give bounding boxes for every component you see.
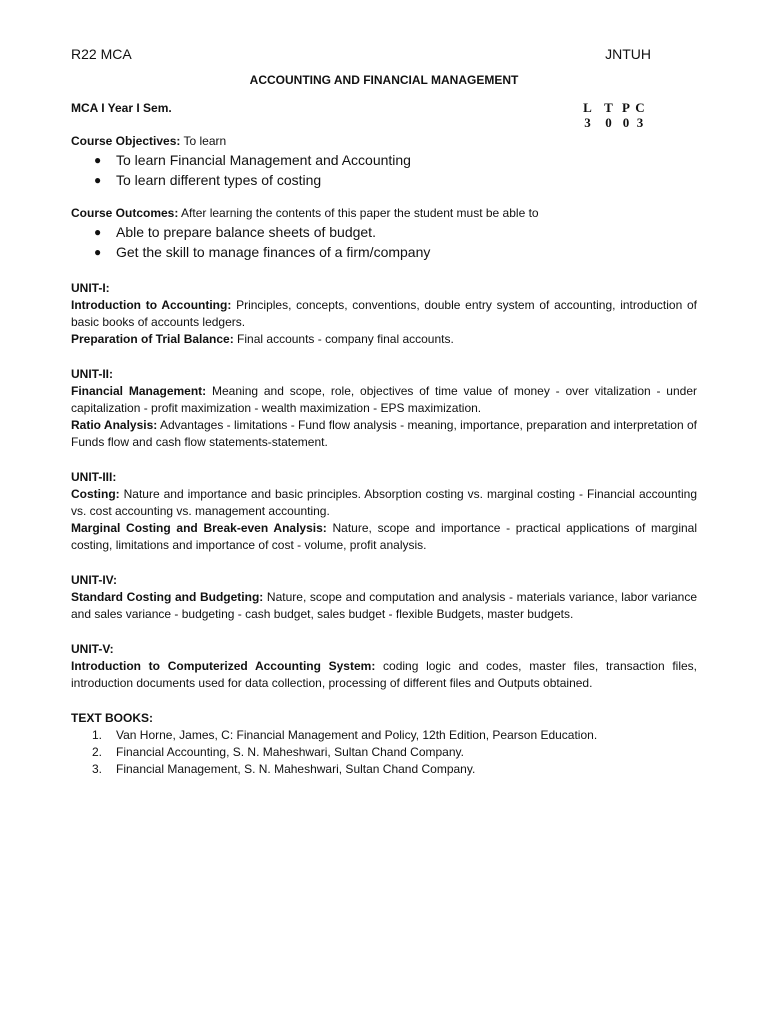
objectives-label: Course Objectives:: [71, 134, 181, 148]
list-item: [92, 727, 697, 744]
page-header: [71, 44, 651, 64]
ltpc-value-t: 0: [605, 115, 612, 130]
regulation-label: R22 MCA: [71, 46, 132, 62]
unit-5: [71, 641, 697, 692]
semester-label: MCA I Year I Sem.: [71, 101, 172, 115]
unit-1: [71, 280, 697, 348]
topic-text: Nature, scope and computation and analysis - materials variance, labor variance and sales variance - budgeting - cash budget, sales budget - flexible Budgets, master budgets.: [71, 590, 697, 621]
unit-paragraph: [71, 331, 697, 348]
ltpc-value-c: 3: [636, 115, 644, 130]
unit-paragraph: [71, 297, 697, 331]
text-books: [71, 710, 697, 778]
unit-paragraph: [71, 658, 697, 692]
topic-label: Introduction to Accounting:: [71, 298, 232, 312]
course-objectives: [71, 133, 697, 190]
ltpc-labels: [577, 100, 647, 115]
objectives-text: To learn: [180, 134, 227, 148]
topic-text: Meaning and scope, role, objectives of time value of money - over vitalization - under capitalization - profit maximization - wealth maximization - EPS maximization.: [71, 384, 697, 415]
textbooks-heading: TEXT BOOKS:: [71, 711, 154, 725]
topic-text: Final accounts - company final accounts.: [233, 332, 454, 346]
topic-label: Costing:: [71, 487, 120, 501]
objective-text: To learn different types of costing: [116, 172, 322, 188]
topic-label: Preparation of Trial Balance:: [71, 332, 234, 346]
outcome-text: Get the skill to manage finances of a firm/company: [116, 244, 431, 260]
topic-label: Ratio Analysis:: [71, 418, 158, 432]
ltpc-value-p: 0: [622, 115, 630, 130]
topic-text: coding logic and codes, master files, transaction files, introduction documents used for data collection, processing of different files and Outputs obtained.: [71, 659, 698, 690]
topic-label: Introduction to Computerized Accounting System:: [71, 659, 376, 673]
course-outcomes: [71, 205, 697, 262]
bullet-icon: ●: [94, 153, 102, 167]
unit-paragraph: [71, 520, 697, 554]
university-label: JNTUH: [605, 46, 651, 62]
book-text: Van Horne, James, C: Financial Management and Policy, 12th Edition, Pearson Education.: [116, 728, 598, 742]
objectives-intro: [71, 133, 697, 150]
ltpc-values: [577, 115, 647, 130]
semester-row: [71, 100, 697, 130]
bullet-icon: ●: [94, 173, 102, 187]
list-item: [92, 744, 697, 761]
unit-heading: UNIT-V:: [71, 642, 114, 656]
unit-heading: UNIT-IV:: [71, 573, 118, 587]
list-number: 3.: [92, 762, 103, 776]
outcomes-label: Course Outcomes:: [71, 206, 179, 220]
ltpc-table: [577, 100, 647, 130]
list-item: [92, 761, 697, 778]
unit-paragraph: [71, 383, 697, 417]
ltpc-value-l: 3: [584, 115, 591, 130]
list-number: 2.: [92, 745, 103, 759]
topic-label: Marginal Costing and Break-even Analysis:: [71, 521, 327, 535]
ltpc-label-t: T: [604, 100, 613, 115]
ltpc-label-l: L: [583, 100, 592, 115]
course-title: ACCOUNTING AND FINANCIAL MANAGEMENT: [249, 73, 519, 87]
outcomes-intro: [71, 205, 697, 222]
list-item: [94, 222, 697, 242]
bullet-icon: ●: [94, 225, 102, 239]
objectives-list: [71, 150, 697, 190]
bullet-icon: ●: [94, 245, 102, 259]
unit-heading: UNIT-I:: [71, 281, 110, 295]
list-item: [94, 242, 697, 262]
list-item: [94, 150, 697, 170]
unit-4: [71, 572, 697, 623]
outcomes-list: [71, 222, 697, 262]
unit-3: [71, 469, 697, 554]
syllabus-page: [71, 44, 697, 778]
unit-paragraph: [71, 486, 697, 520]
topic-text: Nature, scope and importance - practical applications of marginal costing, limitations and importance of cost - volume, profit analysis.: [71, 521, 698, 552]
outcome-text: Able to prepare balance sheets of budget.: [116, 224, 376, 240]
book-text: Financial Accounting, S. N. Maheshwari, Sultan Chand Company.: [116, 745, 464, 759]
unit-paragraph: [71, 589, 697, 623]
unit-heading: UNIT-III:: [71, 470, 117, 484]
objective-text: To learn Financial Management and Accounting: [116, 152, 411, 168]
topic-text: Principles, concepts, conventions, double entry system of accounting, introduction of basic books of accounts ledgers.: [71, 298, 697, 329]
unit-paragraph: [71, 417, 697, 451]
list-item: [94, 170, 697, 190]
book-text: Financial Management, S. N. Maheshwari, Sultan Chand Company.: [116, 762, 476, 776]
list-number: 1.: [92, 728, 103, 742]
topic-text: Advantages - limitations - Fund flow analysis - meaning, importance, preparation and interpretation of Funds flow and cash flow statements-statement.: [71, 418, 698, 449]
topic-text: Nature and importance and basic principles. Absorption costing vs. marginal costing - Financial accounting vs. cost accounting vs. management accounting.: [71, 487, 697, 518]
topic-label: Financial Management:: [71, 384, 207, 398]
textbooks-list: [71, 727, 697, 778]
unit-heading: UNIT-II:: [71, 367, 113, 381]
topic-label: Standard Costing and Budgeting:: [71, 590, 264, 604]
ltpc-label-c: C: [635, 100, 645, 115]
ltpc-label-p: P: [622, 100, 630, 115]
unit-2: [71, 366, 697, 451]
outcomes-text: After learning the contents of this paper the student must be able to: [178, 206, 539, 220]
